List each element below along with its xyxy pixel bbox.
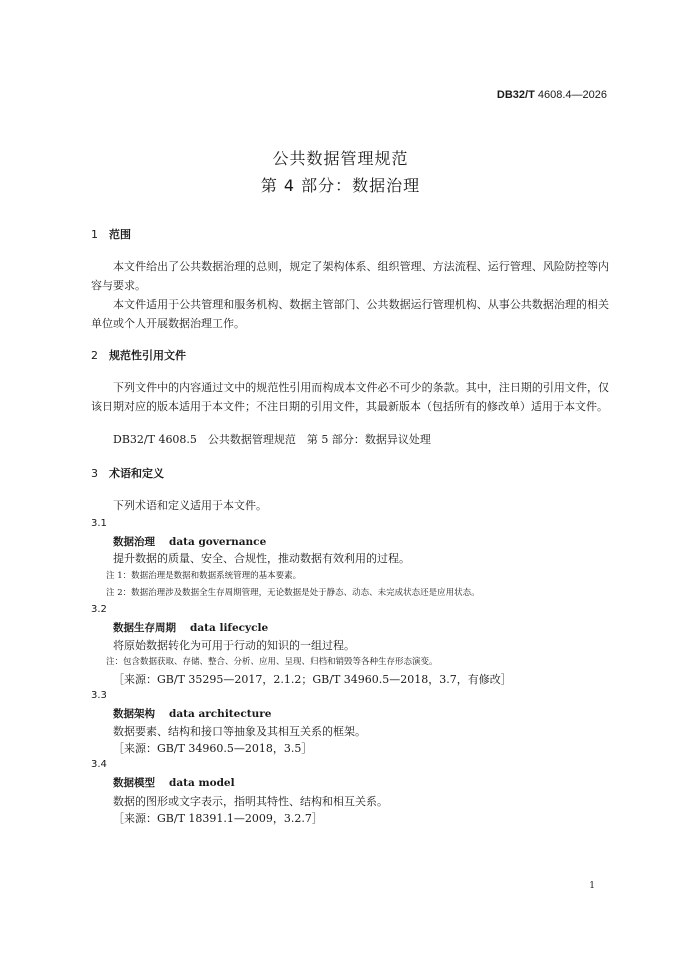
standard-code: DB32/T 4608.4—2026 — [496, 89, 607, 101]
term-number: 3.4 — [91, 759, 107, 770]
section-heading-1: 1 范围 — [91, 228, 131, 241]
term-source: ［来源：GB/T 34960.5—2018，3.5］ — [113, 742, 313, 755]
document-subtitle: 第 4 部分：数据治理 — [260, 176, 421, 195]
term-definition: 将原始数据转化为可用于行动的知识的一组过程。 — [113, 639, 355, 652]
paragraph: 本文件适用于公共管理和服务机构、数据主管部门、公共数据运行管理机构、从事公共数据治理的相关单位或个人开展数据治理工作。 — [91, 298, 609, 330]
term-number: 3.1 — [91, 518, 107, 529]
term-heading: 数据生存周期 data lifecycle — [113, 622, 269, 634]
term-note: 注 1：数据治理是数据和数据系统管理的基本要素。 — [106, 571, 302, 581]
term-heading: 数据架构 data architecture — [113, 708, 272, 720]
term-definition: 数据要素、结构和接口等抽象及其相互关系的框架。 — [113, 725, 366, 738]
term-source: ［来源：GB/T 35295—2017，2.1.2；GB/T 34960.5—2018，3.7，有修改］ — [113, 673, 512, 686]
document-title: 公共数据管理规范 — [272, 149, 409, 168]
term-heading: 数据模型 data model — [113, 777, 235, 789]
term-number: 3.3 — [91, 690, 107, 701]
paragraph: 本文件给出了公共数据治理的总则，规定了架构体系、组织管理、方法流程、运行管理、风险防控等内容与要求。 — [91, 260, 609, 292]
paragraph: 下列文件中的内容通过文中的规范性引用而构成本文件必不可少的条款。其中，注日期的引用文件，仅该日期对应的版本适用于本文件；不注日期的引用文件，其最新版本（包括所有的修改单）适用于本文件。 — [91, 381, 609, 413]
terms-intro: 下列术语和定义适用于本文件。 — [113, 499, 267, 512]
term-heading: 数据治理 data governance — [113, 536, 267, 548]
term-source: ［来源：GB/T 18391.1—2009，3.2.7］ — [113, 812, 323, 825]
normative-reference: DB32/T 4608.5 公共数据管理规范 第 5 部分：数据异议处理 — [113, 433, 431, 446]
section-heading-2: 2 规范性引用文件 — [91, 349, 186, 362]
term-number: 3.2 — [91, 604, 107, 615]
section-heading-3: 3 术语和定义 — [91, 467, 164, 480]
term-definition: 数据的图形或文字表示，指明其特性、结构和相互关系。 — [113, 795, 388, 808]
term-note: 注 2：数据治理涉及数据全生存周期管理，无论数据是处于静态、动态、未完成状态还是应用状态。 — [106, 588, 480, 598]
term-note: 注：包含数据获取、存储、整合、分析、应用、呈现、归档和销毁等各种生存形态演变。 — [106, 657, 438, 667]
term-definition: 提升数据的质量、安全、合规性，推动数据有效利用的过程。 — [113, 552, 410, 565]
page-number: 1 — [589, 881, 595, 891]
